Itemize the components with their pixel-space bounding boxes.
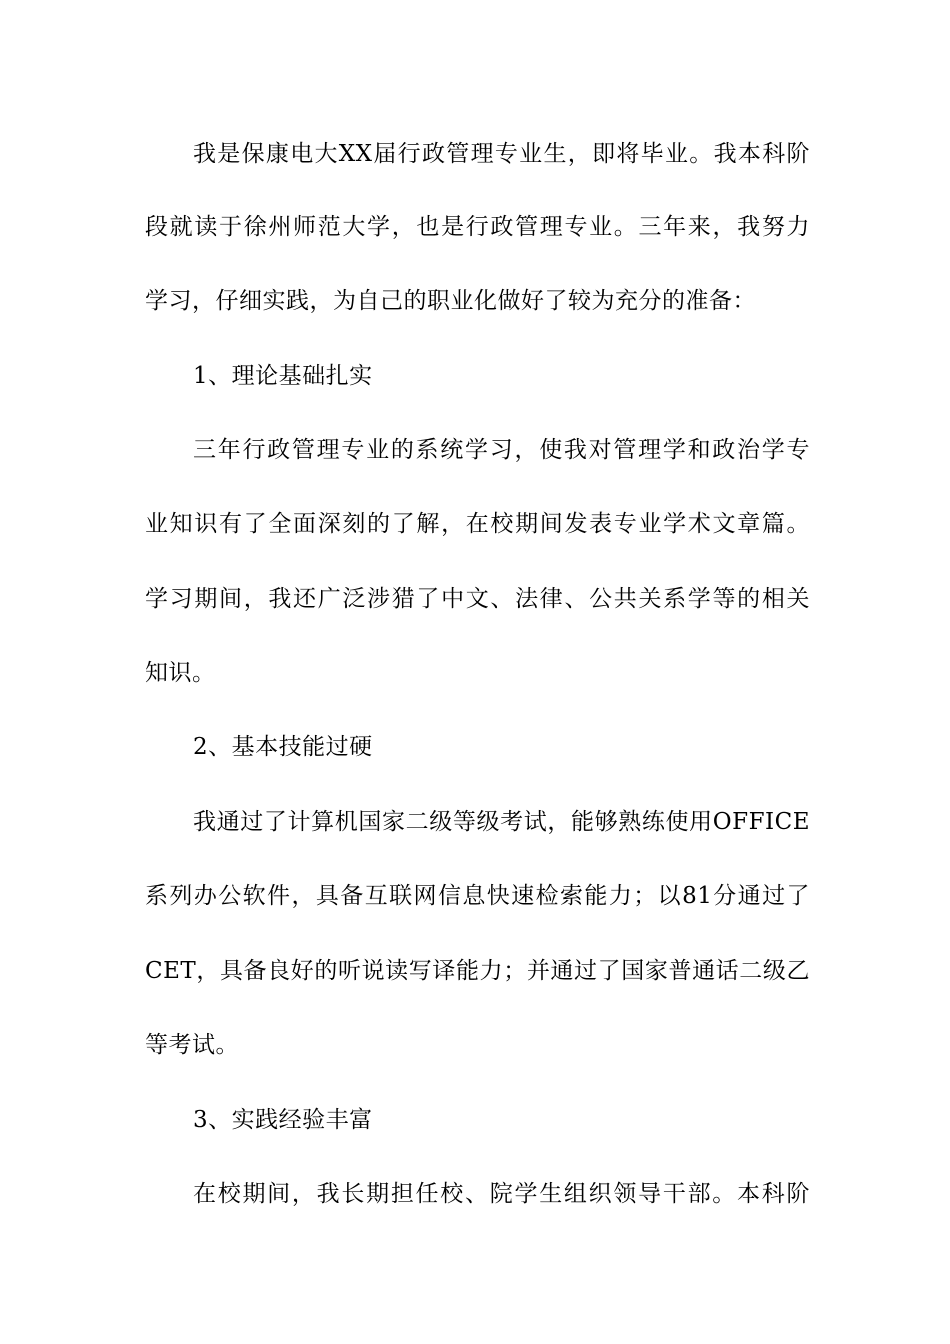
paragraph-line: 学习期间，我还广泛涉猎了中文、法律、公共关系学等的相关: [145, 586, 810, 612]
paragraph-line: 学习，仔细实践，为自己的职业化做好了较为充分的准备：: [145, 288, 756, 314]
section-heading: 2、基本技能过硬: [193, 734, 373, 760]
paragraph-line: 我是保康电大XX届行政管理专业生，即将毕业。我本科阶: [193, 141, 810, 167]
paragraph-line: 系列办公软件，具备互联网信息快速检索能力；以81分通过了: [145, 883, 810, 909]
paragraph-line: 业知识有了全面深刻的了解，在校期间发表专业学术文章篇。: [145, 511, 810, 537]
paragraph-line: 知识。: [145, 660, 216, 686]
paragraph-line: 段就读于徐州师范大学，也是行政管理专业。三年来，我努力: [145, 214, 810, 240]
paragraph-line: CET，具备良好的听说读写译能力；并通过了国家普通话二级乙: [145, 958, 810, 984]
section-heading: 1、理论基础扎实: [193, 363, 373, 389]
paragraph-line: 等考试。: [145, 1032, 239, 1058]
section-heading: 3、实践经验丰富: [193, 1107, 373, 1133]
paragraph-line: 我通过了计算机国家二级等级考试，能够熟练使用OFFICE: [193, 809, 810, 835]
paragraph-line: 在校期间，我长期担任校、院学生组织领导干部。本科阶: [193, 1181, 810, 1207]
paragraph-line: 三年行政管理专业的系统学习，使我对管理学和政治学专: [193, 437, 810, 463]
